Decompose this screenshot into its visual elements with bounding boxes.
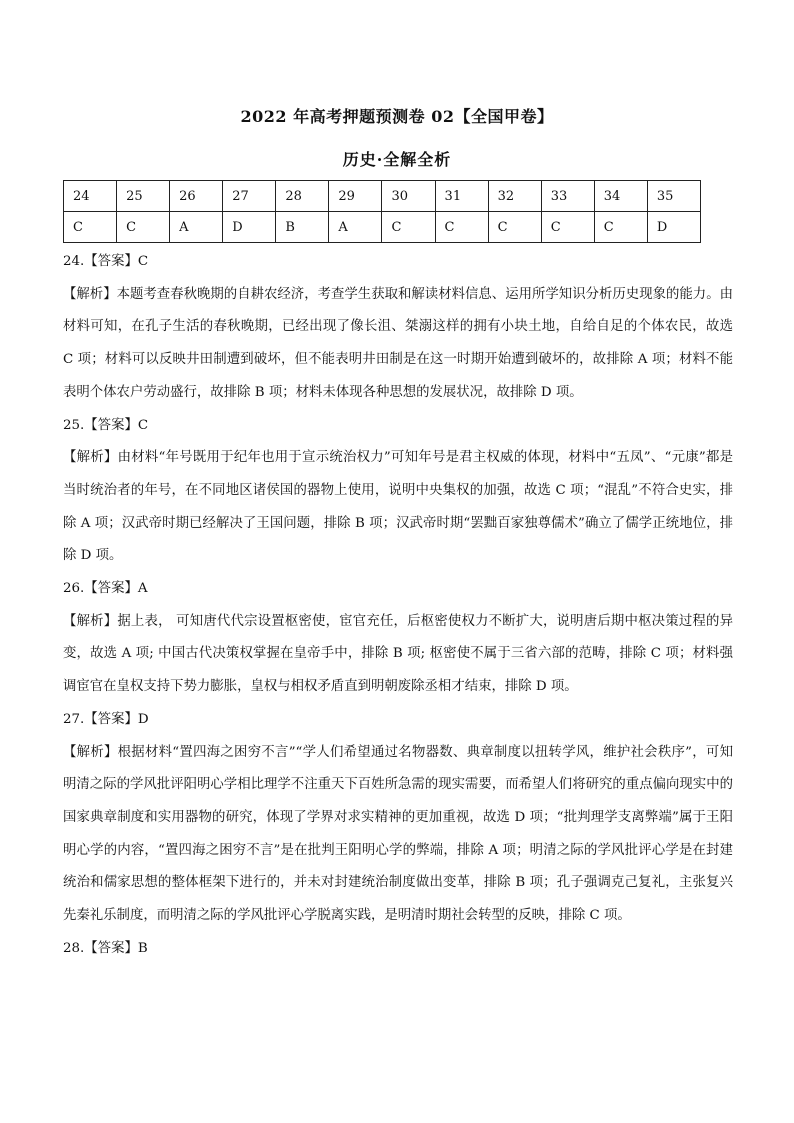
explanation-paragraph: 【解析】本题考查春秋晚期的自耕农经济，考查学生获取和解读材料信息、运用所学知识分析历史现象的能力。由材料可知，在孔子生活的春秋晚期，已经出现了像长沮、桀溺这样的拥有小块土地，自给自足的个体农民，故选 C 项；材料可以反映井田制遭到破坏，但不能表明井田制是在这一时期开始遭到破坏的，故排除 A 项；材料不能表明个体农户劳动盛行，故排除 B 项；材料未体现各种思想的发展状况，故排除 D 项。 <box>63 286 733 400</box>
question-number-cell: 32 <box>488 181 541 212</box>
answer-cell: C <box>541 212 594 243</box>
answer-cell: C <box>488 212 541 243</box>
answer-cell: A <box>170 212 223 243</box>
question-number-cell: 30 <box>382 181 435 212</box>
question-number-cell: 24 <box>64 181 117 212</box>
answer-cell: C <box>117 212 170 243</box>
explanation-paragraph: 【解析】由材料“年号既用于纪年也用于宣示统治权力”可知年号是君主权威的体现，材料中“五凤”、“元康”都是当时统治者的年号，在不同地区诸侯国的器物上使用，说明中央集权的加强，故选 C 项；“混乱”不符合史实，排除 A 项；汉武帝时期已经解决了王国问题，排除 B 项；汉武帝时期“罢黜百家独尊儒术”确立了儒学正统地位，排除 D 项。 <box>63 450 733 564</box>
answer-table-answer-row <box>64 212 701 243</box>
answer-line: 27.【答案】D <box>63 711 149 727</box>
answer-cell: C <box>435 212 488 243</box>
answer-line: 28.【答案】B <box>63 940 148 956</box>
question-number-cell: 29 <box>329 181 382 212</box>
answer-cell: C <box>382 212 435 243</box>
question-number-cell: 28 <box>276 181 329 212</box>
question-number-cell: 33 <box>541 181 594 212</box>
answer-cell: D <box>223 212 276 243</box>
answer-table <box>63 180 701 243</box>
question-number-cell: 35 <box>647 181 700 212</box>
question-number-cell: 34 <box>594 181 647 212</box>
explanation-paragraph: 【解析】根据材料“置四海之困穷不言”“学人们希望通过名物器数、典章制度以扭转学风，维护社会秩序”，可知明清之际的学风批评阳明心学相比理学不注重天下百姓所急需的现实需要，而希望人们将研究的重点偏向现实中的国家典章制度和实用器物的研究，体现了学界对求实精神的更加重视，故选 D 项；“批判理学支离弊端”属于王阳明心学的内容，“置四海之困穷不言”是在批判王阳明心学的弊端，排除 A 项；明清之际的学风批评心学是在封建统治和儒家思想的整体框架下进行的，并未对封建统治制度做出变革，排除 B 项；孔子强调克己复礼，主张复兴先秦礼乐制度，而明清之际的学风批评心学脱离实践，是明清时期社会转型的反映，排除 C 项。 <box>63 744 733 924</box>
answer-cell: D <box>647 212 700 243</box>
question-number-cell: 27 <box>223 181 276 212</box>
document-title: 2022 年高考押题预测卷 02【全国甲卷】 <box>240 107 554 126</box>
answer-cell: B <box>276 212 329 243</box>
answer-cell: C <box>64 212 117 243</box>
question-number-cell: 31 <box>435 181 488 212</box>
answer-line: 25.【答案】C <box>63 417 149 433</box>
explanation-paragraph: 【解析】据上表， 可知唐代代宗设置枢密使，宦官充任，后枢密使权力不断扩大，说明唐后期中枢决策过程的异变，故选 A 项; 中国古代决策权掌握在皇帝手中，排除 B 项; 枢密使不属于三省六部的范畴，排除 C 项；材料强调宦官在皇权支持下势力膨胀，皇权与相权矛盾直到明朝废除丞相才结束，排除 D 项。 <box>63 613 733 695</box>
answer-cell: C <box>594 212 647 243</box>
question-number-cell: 25 <box>117 181 170 212</box>
answer-line: 26.【答案】A <box>63 581 148 597</box>
answer-cell: A <box>329 212 382 243</box>
document-subtitle: 历史·全解全析 <box>342 150 452 169</box>
answer-table-number-row <box>64 181 701 212</box>
explanations <box>63 246 733 965</box>
question-number-cell: 26 <box>170 181 223 212</box>
answer-line: 24.【答案】C <box>63 254 149 269</box>
